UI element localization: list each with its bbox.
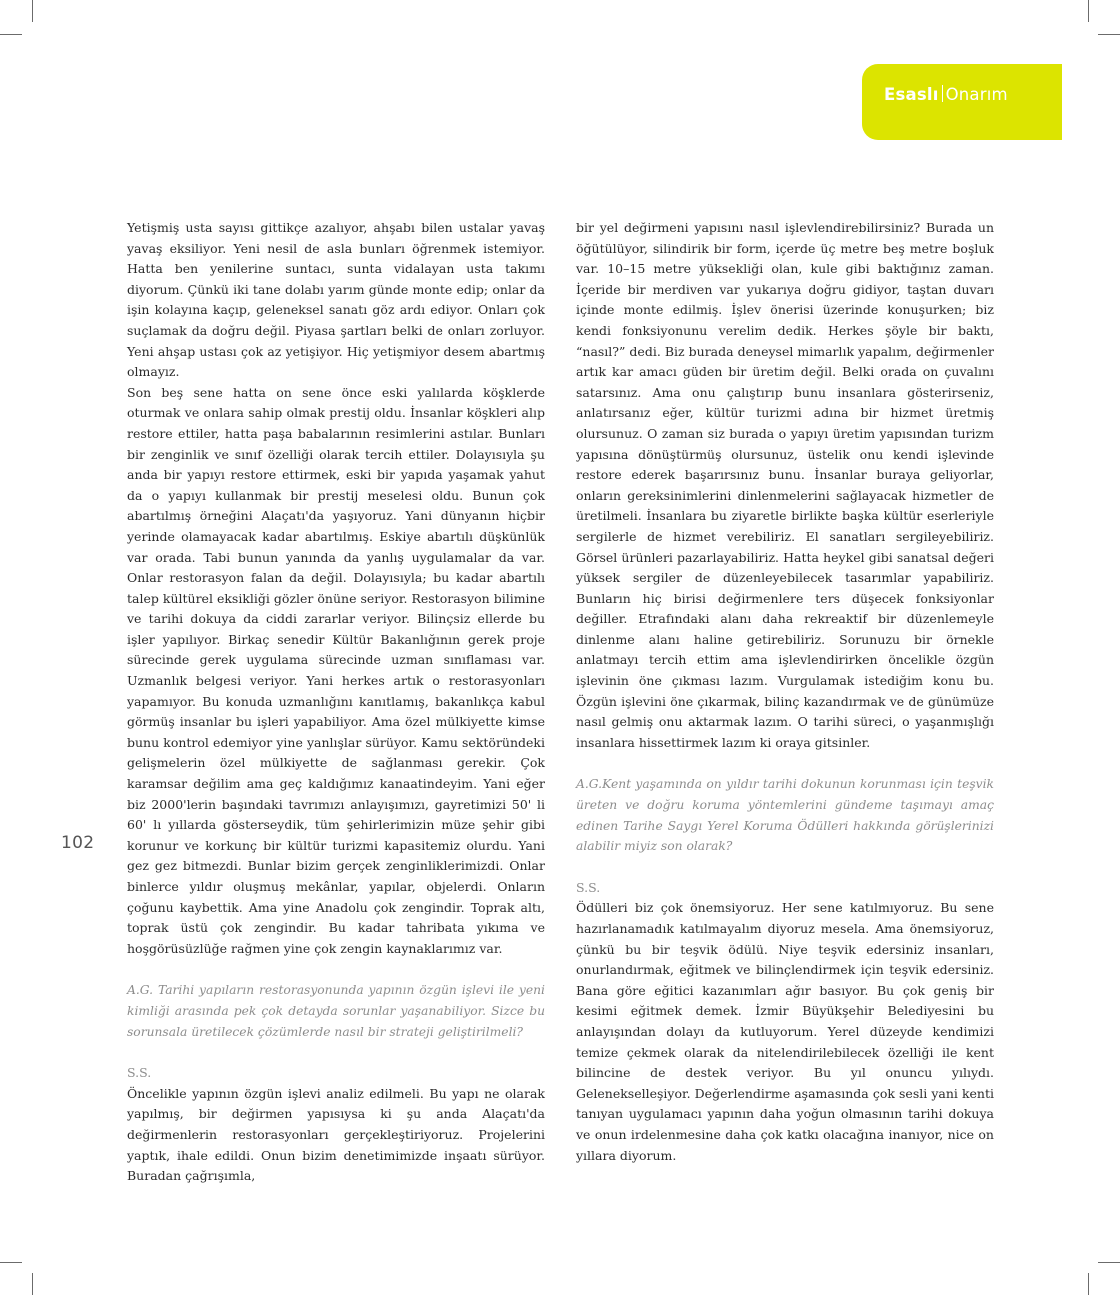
crop-mark: [1088, 0, 1089, 22]
body-paragraph: Yetişmiş usta sayısı gittikçe azalıyor, ahşabı bilen ustalar yavaş yavaş eksiliyor. Yeni nesil de asla bunları öğrenmek istemiyor. Hatta ben yenilerine suntacı, sunta vidalayan usta takımı diyorum. Çünkü iki tane dolabı yarım günde monte edip; onlar da işin kolayına kaçıp, geleneksel sanatı göz ardı ediyor. Onları çok suçlamak da doğru değil. Piyasa şartları belki de onları zorluyor. Yeni ahşap ustası çok az yetişiyor. Hiç yetişmiyor desem abartmış olmayız.: [127, 220, 545, 380]
speaker-label: S.S.: [576, 879, 601, 895]
crop-mark: [1088, 1273, 1089, 1295]
crop-mark: [0, 34, 22, 35]
section-tab-word1: Esaslı: [884, 85, 939, 104]
interview-question: A.G. Tarihi yapıların restorasyonunda yapının özgün işlevi ile yeni kimliği arasında pek çok detayda sorunlar yaşanabiliyor. Sizce bu sorunsala üretilecek çözümlerde nasıl bir strateji geliştirilmeli?: [127, 983, 545, 1039]
crop-mark: [1098, 1262, 1120, 1263]
section-tab-word2: Onarım: [945, 85, 1008, 104]
right-column: [576, 218, 994, 1166]
crop-mark: [1098, 34, 1120, 35]
section-tab-label: [884, 84, 1008, 106]
section-tab-divider: [942, 85, 943, 102]
body-paragraph: Son beş sene hatta on sene önce eski yalılarda köşklerde oturmak ve onlara sahip olmak prestij oldu. İnsanlar köşkleri alıp restore ettiler, hatta paşa babalarının resimlerini astılar. Bunları bir zenginlik ve sınıf özelliği olarak tercih ettiler. Dolayısıyla şu anda bir yapıyı restore ettirmek, eski bir yapıda yaşamak yahut da o yapıyı kullanmak bir prestij meselesi oldu. Bunun çok abartılmış örneğini Alaçatı'da yaşıyoruz. Yani dünyanın hiçbir yerinde olamayacak kadar abartılmış. Eskiye abartılı düşkünlük var orada. Tabi bunun yanında da yanlış uygulamalar da var. Onlar restorasyon falan da değil. Dolayısıyla; bu kadar abartılı talep kültürel eksikliği gözler önüne seriyor. Restorasyon bilimine ve tarihi dokuya da ciddi zararlar veriyor. Bilinçsiz ellerde bu işler yapılıyor. Birkaç senedir Kültür Bakanlığının gerek proje sürecinde gerek uygulama sürecinde uzman sınıflaması var. Uzmanlık belgesi veriyor. Yani herkes artık o restorasyonları yapamıyor. Bu konuda uzmanlığını kanıtlamış, bakanlıkça kabul görmüş insanlar bu işleri yapabiliyor. Ama özel mülkiyette kimse bunu kontrol edemiyor yine yanlışlar sürüyor. Kamu sektöründeki gelişmelerin özel mülkiyette de sağlanması gerekir. Çok karamsar değilim ama geç kaldığımız kanaatindeyim. Yani eğer biz 2000'lerin başındaki tavrımızı anlayışımızı, gayretimizi 50' li 60' lı yıllarda gösterseydik, tüm şehirlerimizin müze şehir gibi korunur ve korkunç bir kültür turizmi kapasitemiz olurdu. Yani gez gez bitmezdi. Bunlar bizim gerçek zenginliklerimizdi. Onlar binlerce yıldır oluşmuş mekânlar, yapılar, objelerdi. Onların çoğunu kaybettik. Ama yine Anadolu çok zengindir. Toprak altı, toprak üstü çok zengindir. Bu kadar tahribata yıkıma ve hoşgörüsüzlüğe rağmen yine çok zengin kaynaklarımız var.: [127, 384, 545, 956]
crop-mark: [0, 1262, 22, 1263]
crop-mark: [32, 0, 33, 22]
crop-mark: [32, 1273, 33, 1295]
interview-question: A.G.Kent yaşamında on yıldır tarihi dokunun korunması için teşvik üreten ve doğru koruma yöntemlerini gündeme taşımayı amaç edinen Tarihe Saygı Yerel Koruma Ödülleri hakkında görüşlerinizi alabilir miyiz son olarak?: [576, 777, 994, 854]
left-column: [127, 218, 545, 1187]
page-number: 102: [61, 833, 95, 853]
body-paragraph: bir yel değirmeni yapısını nasıl işlevlendirebilirsiniz? Burada un öğütülüyor, silindirik bir form, içerde üç metre beş metre boşluk var. 10–15 metre yüksekliği olan, kule gibi baktığınız zaman. İçeride bir merdiven var yukarıya doğru gidiyor, taştan duvarı içinde monte edilmiş. İşlev önerisi üzerinde konuşurken; biz kendi fonksiyonunu verelim dedik. Herkes şöyle bir baktı, “nasıl?” dedi. Biz burada deneysel mimarlık yapalım, değirmenler artık kar amacı güden bir üretim değil. Belki orada on çuvalını satarsınız. Ama onu çalıştırıp bunu insanlara gösterirseniz, anlatırsanız eğer, kültür turizmi adına bir hizmet üretmiş olursunuz. O zaman siz burada o yapıyı üretim yapısından turizm yapısına dönüştürmüş olursunuz, üstelik onu kendi işlevinde restore ederek başarırsınız bunu. İnsanlar buraya geliyorlar, onların gereksinimlerini dinlenmelerini sağlayacak hizmetler de üretilmeli. İnsanlara bu ziyaretle birlikte başka kültür eserleriyle sergilerle de hizmet verebiliriz. El sanatları sergileyebiliriz. Görsel ürünleri pazarlayabiliriz. Hatta heykel gibi sanatsal değeri yüksek sergiler de düzenleyebilecek tasarımlar yapabiliriz. Bunların hiç birisi değirmenlere ters düşecek fonksiyonlar değiller. Etrafındaki alanı daha rekreaktif bir düzenlemeyle dinlenme alanı haline getirebiliriz. Sorunuzu bir örnekle anlatmayı tercih ettim ama işlevlendirirken öncelikle özgün işlevinin öne çıkması lazım. Vurgulamak istediğim konu bu. Özgün işlevini öne çıkarmak, bilinç kazandırmak ve de günümüze nasıl gelmiş onu aktarmak lazım. O tarihi süreci, o yaşanmışlığı insanlara hissettirmek lazım ki oraya gitsinler.: [576, 220, 994, 750]
answer-paragraph: Öncelikle yapının özgün işlevi analiz edilmeli. Bu yapı ne olarak yapılmış, bir değirmen yapısıysa ki şu anda Alaçatı'da değirmenlerin restorasyonları gerçekleştiriyoruz. Projelerini yaptık, ihale edildi. Onun bizim denetimimizde inşaatı sürüyor. Buradan çağrışımla,: [127, 1085, 545, 1184]
answer-paragraph: Ödülleri biz çok önemsiyoruz. Her sene katılmıyoruz. Bu sene hazırlanamadık katılmayalım diyoruz mesela. Ama önemsiyoruz, çünkü bu bir teşvik ödülü. Niye teşvik edersiniz insanları, onurlandırmak, eğitmek ve bilinçlendirmek için teşvik edersiniz. Bana göre eğitici kazanımları ağır basıyor. Bu çok geniş bir kesimi eğitmek demek. İzmir Büyükşehir Belediyesini bu anlayışından dolayı da kutluyorum. Yerel düzeyde kendimizi temize çekmek olarak da nitelendirilebilecek özelliği ile kent bilincine de destek veriyor. Bu yıl onuncu yılıydı. Gelenekselleşiyor. Değerlendirme aşamasında çok sesli yani kenti tanıyan uygulamacı yapının daha yoğun olmasının tarihi dokuya ve onun irdelenmesine daha çok katkı olacağına inanıyor, nice on yıllara diyorum.: [576, 900, 994, 1163]
speaker-label: S.S.: [127, 1065, 152, 1081]
